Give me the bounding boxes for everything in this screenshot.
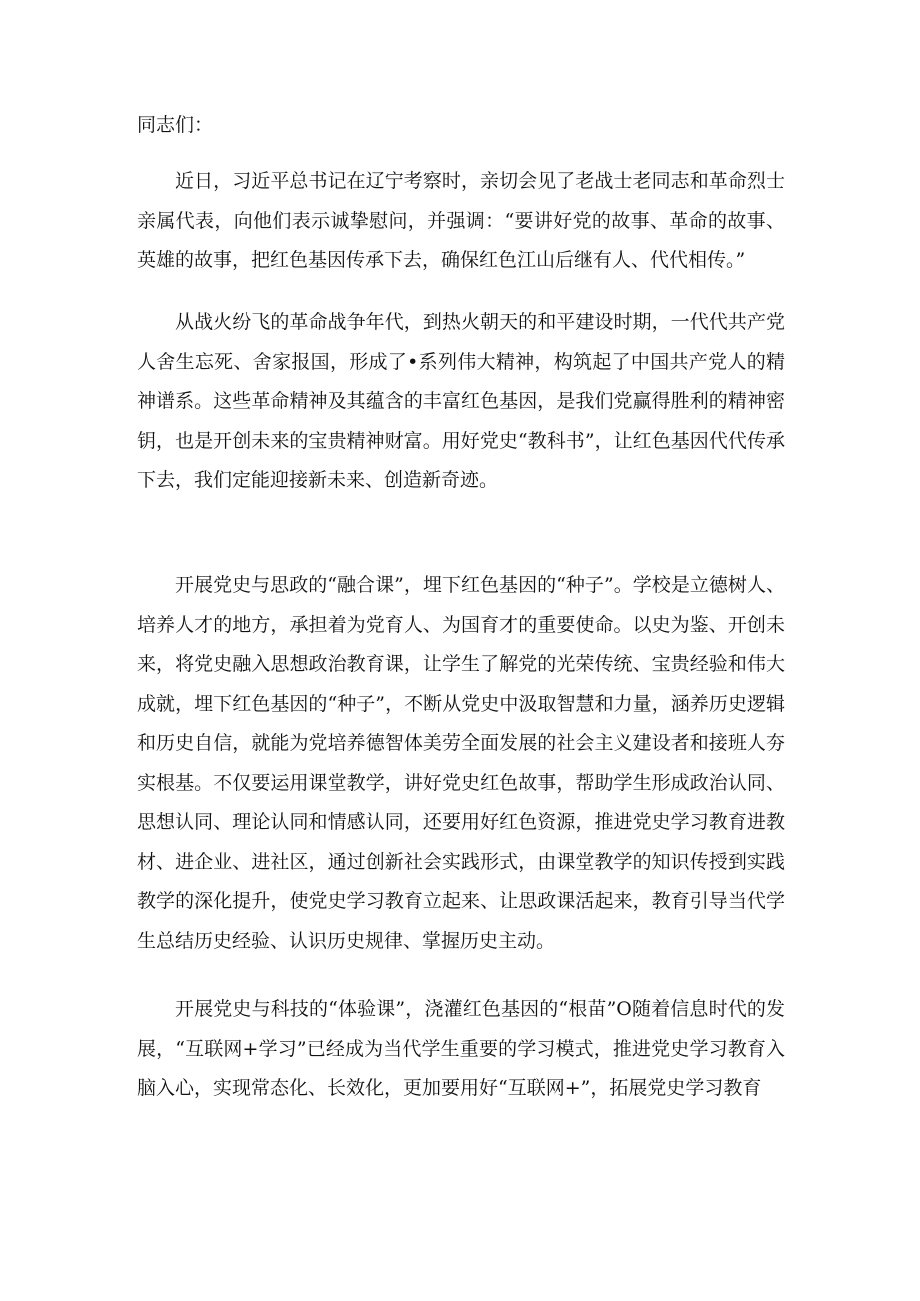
paragraph-4: 开展党史与科技的“体验课”，浇灌红色基因的“根苗”O随着信息时代的发展，“互联网+学习”已经成为当代学生重要的学习模式，推进党史学习教育入脑入心，实现常态化、长效化，更加要用好“互联网+”，拓展党史学习教育: [137, 998, 785, 1099]
paragraph-1: 近日，习近平总书记在辽宁考察时，亲切会见了老战士老同志和革命烈士亲属代表，向他们表示诚挚慰问，并强调：“要讲好党的故事、革命的故事、英雄的故事，把红色基因传承下去，确保红色江山后继有人、代代相传。”: [137, 170, 785, 271]
salutation: 同志们：: [137, 114, 214, 136]
paragraph-3: 开展党史与思政的“融合课”，埋下红色基因的“种子”。学校是立德树人、培养人才的地方，承担着为党育人、为国育才的重要使命。以史为鉴、开创未来，将党史融入思想政治教育课，让学生了解党的光荣传统、宝贵经验和伟大成就，埋下红色基因的“种子”，不断从党史中汲取智慧和力量，涵养历史逻辑和历史自信，就能为党培养德智体美劳全面发展的社会主义建设者和接班人夯实根基。不仅要运用课堂教学，讲好党史红色故事，帮助学生形成政治认同、思想认同、理论认同和情感认同，还要用好红色资源，推进党史学习教育进教材、进企业、进社区，通过创新社会实践形式，由课堂教学的知识传授到实践教学的深化提升，使党史学习教育立起来、让思政课活起来，教育引导当代学生总结历史经验、认识历史规律、掌握历史主动。: [137, 574, 785, 952]
paragraph-2: 从战火纷飞的革命战争年代，到热火朝天的和平建设时期，一代代共产党人舍生忘死、舍家报国，形成了•系列伟大精神，构筑起了中国共产党人的精神谱系。这些革命精神及其蕴含的丰富红色基因，是我们党赢得胜利的精神密钥，也是开创未来的宝贵精神财富。用好党史“教科书”，让红色基因代代传承下去，我们定能迎接新未来、创造新奇迹。: [137, 311, 785, 491]
